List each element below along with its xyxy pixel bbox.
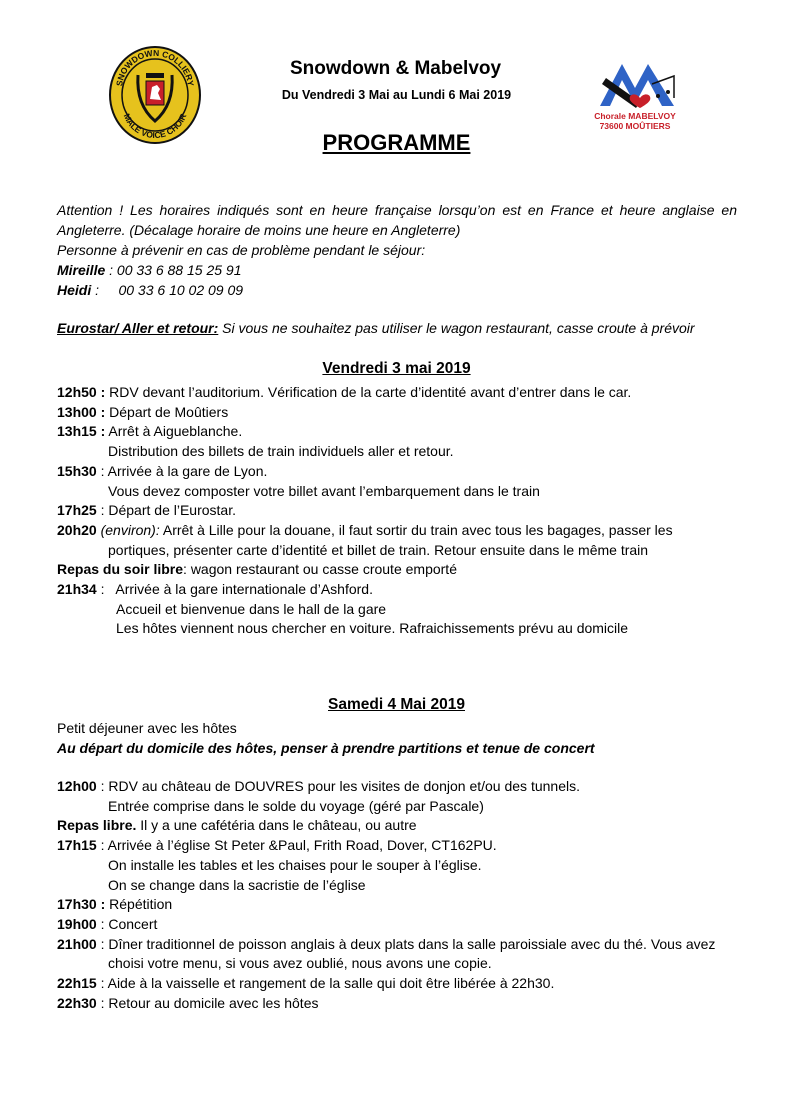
schedule-line xyxy=(57,914,157,934)
schedule-time: 15h30 xyxy=(57,462,97,479)
schedule-text: : Arrivée à la gare internationale d’Ashford. xyxy=(96,581,373,597)
schedule-line xyxy=(108,441,454,461)
mabelvoy-logo-city: 73600 MOÛTIERS xyxy=(599,121,671,131)
schedule-text: : Arrivée à la gare de Lyon. xyxy=(96,462,268,479)
schedule-time: 21h34 xyxy=(57,581,97,597)
schedule-continuation: Accueil et bienvenue dans le hall de la gare xyxy=(116,600,387,617)
schedule-text: Départ de Moûtiers xyxy=(105,403,229,420)
schedule-time: 22h15 xyxy=(57,975,97,991)
schedule-continuation: On se change dans la sacristie de l’église xyxy=(108,876,366,893)
schedule-line xyxy=(57,776,580,796)
schedule-continuation: portiques, présenter carte d’identité et billet de train. Retour ensuite dans le même train xyxy=(108,541,649,558)
schedule-text: : Dîner traditionnel de poisson anglais à deux plats dans la salle paroissiale avec du thé. Vous avez xyxy=(96,935,716,952)
schedule-time: 22h30 xyxy=(57,994,97,1011)
schedule-line xyxy=(116,618,628,638)
schedule-text: : Concert xyxy=(96,915,158,932)
schedule-time: 17h30 : xyxy=(57,896,106,913)
schedule-text: Arrêt à Lille pour la douane, il faut sortir du train avec tous les bagages, passer les xyxy=(159,521,673,538)
schedule-line xyxy=(57,461,267,481)
logo-ring-top-text: SNOWDOWN COLLIERY xyxy=(114,47,196,87)
schedule-text: : wagon restaurant ou casse croute emporté xyxy=(183,561,457,578)
schedule-line xyxy=(108,540,648,560)
eurostar-note: Eurostar/ Aller et retour: Si vous ne souhaitez pas utiliser le wagon restaurant, casse croute à prévoir xyxy=(57,320,695,336)
schedule-time: 13h00 : xyxy=(57,403,106,420)
schedule-line xyxy=(57,402,228,422)
schedule-line xyxy=(57,815,417,835)
schedule-line xyxy=(57,934,715,954)
time-notice: Attention ! Les horaires indiqués sont en heure française lorsqu’on est en France et heure anglaise en Angleterre. (Décalage horaire de moins une heure en Angleterre) xyxy=(57,202,737,238)
schedule-time: 13h15 : xyxy=(57,423,106,440)
schedule-line xyxy=(57,973,554,993)
schedule-time: 17h15 xyxy=(57,837,97,854)
schedule-time: Repas du soir libre xyxy=(57,561,184,578)
schedule-line xyxy=(108,875,366,895)
schedule-continuation: choisi votre menu, si vous avez oublié, nous avons une copie. xyxy=(108,955,492,972)
schedule-continuation: Vous devez composter votre billet avant l’embarquement dans le train xyxy=(108,482,540,499)
schedule-line xyxy=(108,796,484,816)
contact-mireille: Mireille : 00 33 6 88 15 25 91 xyxy=(57,262,242,278)
schedule-line xyxy=(57,993,318,1013)
schedule-text: : Retour au domicile avec les hôtes xyxy=(96,994,319,1011)
breakfast-note: Petit déjeuner avec les hôtes xyxy=(57,720,237,736)
schedule-line xyxy=(57,559,457,579)
reminder-note: Au départ du domicile des hôtes, penser à prendre partitions et tenue de concert xyxy=(57,740,595,756)
schedule-time: 21h00 xyxy=(57,935,97,952)
trip-dates: Du Vendredi 3 Mai au Lundi 6 Mai 2019 xyxy=(281,88,512,102)
schedule-time: 12h50 : xyxy=(57,384,106,400)
schedule-text: Répétition xyxy=(105,896,173,913)
schedule-line xyxy=(108,481,540,501)
mabelvoy-logo-name: Chorale MABELVOY xyxy=(594,111,676,121)
schedule-time: 19h00 xyxy=(57,915,97,932)
schedule-line xyxy=(57,500,236,520)
schedule-continuation: Distribution des billets de train individuels aller et retour. xyxy=(108,443,454,460)
schedule-text: Arrêt à Aigueblanche. xyxy=(105,423,243,440)
schedule-note: (environ): xyxy=(96,521,160,538)
schedule-line xyxy=(57,520,673,540)
schedule-text: Il y a une cafétéria dans le château, ou autre xyxy=(136,817,417,834)
schedule-line xyxy=(116,599,386,619)
programme-heading: PROGRAMME xyxy=(322,130,471,155)
schedule-text: : Départ de l’Eurostar. xyxy=(96,502,236,519)
schedule-line xyxy=(108,953,492,973)
contact-heidi: Heidi : 00 33 6 10 02 09 09 xyxy=(57,282,244,298)
contact-label: Personne à prévenir en cas de problème pendant le séjour: xyxy=(57,242,426,258)
schedule-continuation: Entrée comprise dans le solde du voyage (géré par Pascale) xyxy=(108,797,484,814)
schedule-line xyxy=(57,835,497,855)
page-title: Snowdown & Mabelvoy xyxy=(289,58,502,79)
schedule-line xyxy=(57,579,373,599)
schedule-time: 12h00 xyxy=(57,778,97,794)
saturday-heading: Samedi 4 Mai 2019 xyxy=(328,696,465,713)
schedule-continuation: On installe les tables et les chaises pour le souper à l’église. xyxy=(108,856,482,873)
schedule-continuation: Les hôtes viennent nous chercher en voiture. Rafraichissements prévu au domicile xyxy=(116,620,629,637)
schedule-text: : Aide à la vaisselle et rangement de la salle qui doit être libérée à 22h30. xyxy=(96,975,555,991)
schedule-text: : RDV au château de DOUVRES pour les visites de donjon et/ou des tunnels. xyxy=(96,778,580,794)
schedule-line xyxy=(108,855,482,875)
schedule-text: : Arrivée à l’église St Peter &Paul, Frith Road, Dover, CT162PU. xyxy=(96,837,497,854)
schedule-line xyxy=(57,382,631,402)
logo-ring-bottom-text: MALE VOICE CHOIR xyxy=(121,111,189,141)
schedule-line xyxy=(57,421,242,441)
schedule-time: 17h25 xyxy=(57,502,97,519)
schedule-text: RDV devant l’auditorium. Vérification de la carte d’identité avant d’entrer dans le car. xyxy=(105,384,632,400)
schedule-time: Repas libre. xyxy=(57,817,137,834)
friday-heading: Vendredi 3 mai 2019 xyxy=(322,360,471,377)
schedule-time: 20h20 xyxy=(57,521,97,538)
schedule-line xyxy=(57,894,172,914)
